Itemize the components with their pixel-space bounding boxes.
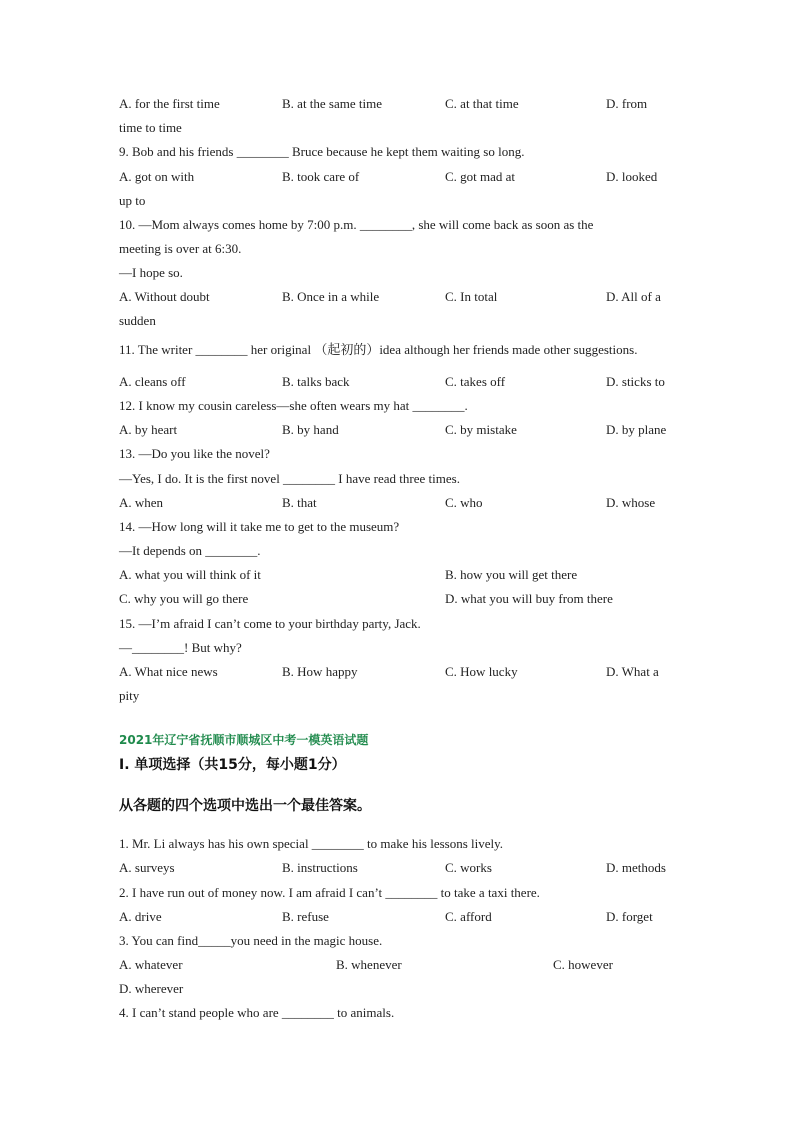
q8-option-d-wrap: time to time bbox=[119, 120, 182, 135]
q8-option-a: A. for the first time bbox=[119, 96, 220, 111]
s3-option-d: D. wherever bbox=[119, 981, 184, 996]
q15-option-a: A. What nice news bbox=[119, 664, 218, 679]
s4-stem: 4. I can’t stand people who are ________ to animals. bbox=[119, 1005, 395, 1020]
s1-stem: 1. Mr. Li always has his own special ________ to make his lessons lively. bbox=[119, 836, 504, 851]
q8-option-b: B. at the same time bbox=[282, 96, 383, 111]
s2-option-d: D. forget bbox=[606, 909, 653, 924]
q10-stem-line2: meeting is over at 6:30. bbox=[119, 241, 242, 256]
s2-option-b: B. refuse bbox=[282, 909, 329, 924]
q15-stem: 15. —I’m afraid I can’t come to your birthday party, Jack. bbox=[119, 616, 421, 631]
q8-option-d: D. from bbox=[606, 96, 648, 111]
q12-option-b: B. by hand bbox=[282, 422, 339, 437]
exam-title: 2021年辽宁省抚顺市顺城区中考一模英语试题 bbox=[119, 733, 369, 747]
q15-option-d-wrap: pity bbox=[119, 688, 140, 703]
s3-option-a: A. whatever bbox=[119, 957, 183, 972]
q11-option-a: A. cleans off bbox=[119, 374, 186, 389]
q15-option-b: B. How happy bbox=[282, 664, 358, 679]
s2-option-a: A. drive bbox=[119, 909, 162, 924]
q11-option-c: C. takes off bbox=[445, 374, 506, 389]
q9-option-d: D. looked bbox=[606, 169, 658, 184]
q12-option-a: A. by heart bbox=[119, 422, 178, 437]
s3-option-c: C. however bbox=[553, 957, 613, 972]
s1-option-a: A. surveys bbox=[119, 860, 175, 875]
s1-option-b: B. instructions bbox=[282, 860, 358, 875]
q13-option-a: A. when bbox=[119, 495, 164, 510]
q9-stem: 9. Bob and his friends ________ Bruce because he kept them waiting so long. bbox=[119, 144, 525, 159]
q11-option-b: B. talks back bbox=[282, 374, 350, 389]
q14-option-d: D. what you will buy from there bbox=[445, 591, 613, 606]
q10-option-c: C. In total bbox=[445, 289, 498, 304]
s3-stem: 3. You can find_____you need in the magic house. bbox=[119, 933, 383, 948]
q11-stem: 11. The writer ________ her original （起初的）idea although her friends made other suggestions. bbox=[119, 342, 638, 357]
q9-option-c: C. got mad at bbox=[445, 169, 516, 184]
s1-option-d: D. methods bbox=[606, 860, 666, 875]
s2-stem: 2. I have run out of money now. I am afraid I can’t ________ to take a taxi there. bbox=[119, 885, 540, 900]
q15-option-c: C. How lucky bbox=[445, 664, 518, 679]
q12-stem: 12. I know my cousin careless—she often wears my hat ________. bbox=[119, 398, 468, 413]
part-heading: Ⅰ. 单项选择（共15分，每小题1分） bbox=[119, 757, 346, 773]
q13-stem: 13. —Do you like the novel? bbox=[119, 446, 270, 461]
q12-option-d: D. by plane bbox=[606, 422, 667, 437]
s2-option-c: C. afford bbox=[445, 909, 492, 924]
s3-option-b: B. whenever bbox=[336, 957, 402, 972]
q13-option-d: D. whose bbox=[606, 495, 656, 510]
section-instruction: 从各题的四个选项中选出一个最佳答案。 bbox=[119, 798, 371, 814]
q10-option-a: A. Without doubt bbox=[119, 289, 210, 304]
q12-option-c: C. by mistake bbox=[445, 422, 517, 437]
q14-stem: 14. —How long will it take me to get to the museum? bbox=[119, 519, 400, 534]
q14-option-b: B. how you will get there bbox=[445, 567, 578, 582]
q10-option-d: D. All of a bbox=[606, 289, 661, 304]
s1-option-c: C. works bbox=[445, 860, 492, 875]
q10-stem-line1: 10. —Mom always comes home by 7:00 p.m. ________, she will come back as soon as the bbox=[119, 217, 594, 232]
q11-option-d: D. sticks to bbox=[606, 374, 665, 389]
q14-option-a: A. what you will think of it bbox=[119, 567, 261, 582]
q10-reply: —I hope so. bbox=[119, 265, 183, 280]
q8-option-c: C. at that time bbox=[445, 96, 519, 111]
q10-option-d-wrap: sudden bbox=[119, 313, 156, 328]
q13-option-b: B. that bbox=[282, 495, 317, 510]
q14-reply: —It depends on ________. bbox=[119, 543, 261, 558]
q9-option-d-wrap: up to bbox=[119, 193, 146, 208]
q10-option-b: B. Once in a while bbox=[282, 289, 380, 304]
q14-option-c: C. why you will go there bbox=[119, 591, 249, 606]
q9-option-a: A. got on with bbox=[119, 169, 195, 184]
q13-reply: —Yes, I do. It is the first novel ________ I have read three times. bbox=[119, 471, 460, 486]
q15-option-d: D. What a bbox=[606, 664, 659, 679]
q15-reply: —________! But why? bbox=[119, 640, 242, 655]
q9-option-b: B. took care of bbox=[282, 169, 360, 184]
q13-option-c: C. who bbox=[445, 495, 483, 510]
